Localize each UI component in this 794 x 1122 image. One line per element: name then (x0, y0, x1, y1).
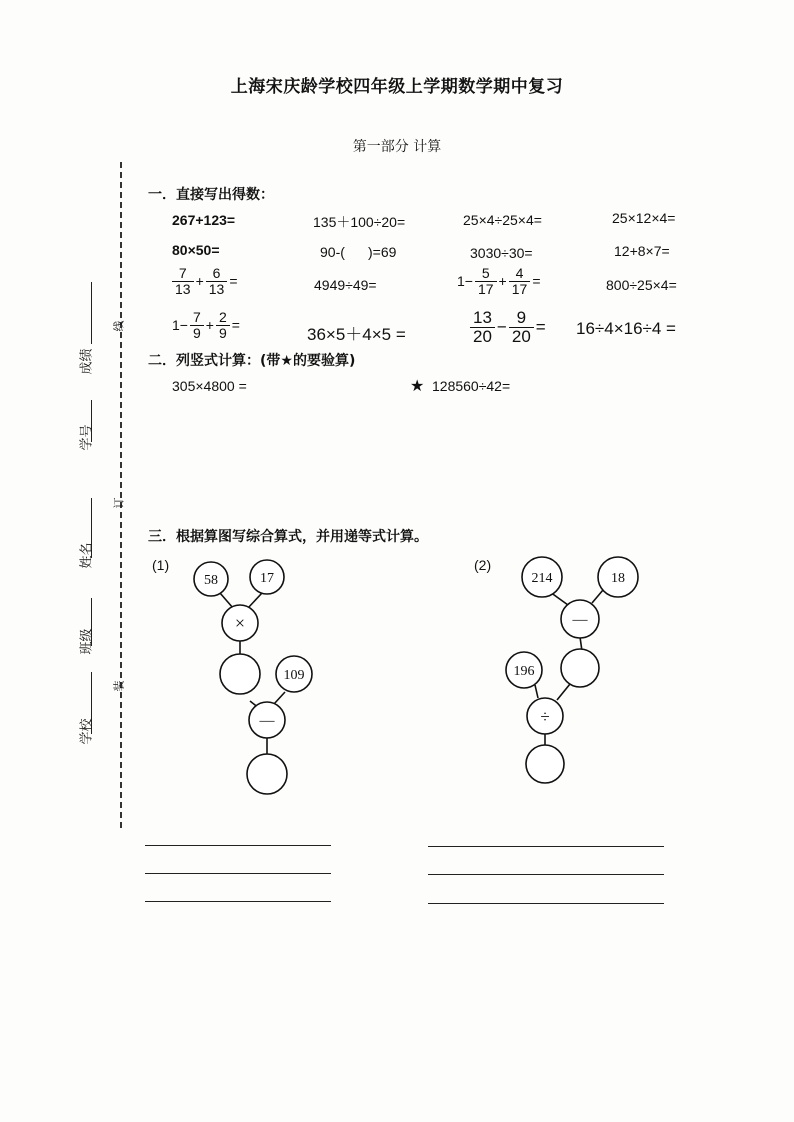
answer-line (145, 873, 331, 874)
q3-1: $\frac{7}{13}$ + $\frac{6}{13}$ = (170, 266, 238, 296)
q1-4: 25×12×4= (612, 210, 676, 226)
answer-line (428, 903, 664, 904)
q4-3: $\frac{13}{20}$ − $\frac{9}{20}$ = (468, 309, 546, 346)
q1-2: 135＋100÷20= (313, 214, 406, 230)
minus-icon: — (259, 713, 275, 729)
answer-line (428, 874, 664, 875)
fraction: $\frac{2}{9}$ (216, 310, 230, 340)
answer-circle (526, 745, 564, 783)
fraction: $\frac{7}{13}$ (172, 266, 194, 296)
class-label: 班级 (79, 628, 95, 655)
minus-icon: — (572, 612, 588, 628)
section3-heading: 三．根据算图写综合算式，并用递等式计算。 (148, 529, 428, 545)
q1-3: 25×4÷25×4= (463, 212, 542, 228)
answer-line (145, 901, 331, 902)
q2-3: 3030÷30= (470, 245, 533, 261)
diagram1-label: (1) (152, 557, 170, 573)
node-value: 214 (531, 571, 553, 586)
diagram2-label: (2) (474, 557, 492, 573)
fraction: $\frac{7}{9}$ (190, 310, 204, 340)
fraction: $\frac{4}{17}$ (509, 266, 531, 296)
fraction: $\frac{6}{13}$ (206, 266, 228, 296)
score-label: 成绩 (79, 348, 95, 375)
q3-3: 1− $\frac{5}{17}$ + $\frac{4}{17}$ = (457, 265, 541, 297)
vertical-calc-2: 128560÷42= (432, 378, 511, 394)
part-subtitle: 第一部分 计算 (352, 139, 442, 155)
name-label: 姓名 (79, 542, 95, 569)
star-icon: ★ (410, 378, 425, 395)
vertical-calc-1: 305×4800 = (172, 378, 247, 394)
q4-4: 16÷4×16÷4 = (576, 319, 676, 338)
answer-line (428, 846, 664, 847)
fraction: $\frac{13}{20}$ (470, 309, 495, 346)
cut-mark-line: 线 (112, 320, 126, 332)
student-id-label: 学号 (79, 424, 95, 451)
fraction: $\frac{5}{17}$ (475, 266, 497, 296)
q2-4: 12+8×7= (614, 243, 670, 259)
q3-4: 800÷25×4= (606, 277, 677, 293)
node-value: 58 (204, 573, 218, 588)
q1-1: 267+123= (172, 212, 236, 228)
section1-heading: 一．直接写出得数： (148, 187, 274, 203)
fraction: $\frac{9}{20}$ (509, 309, 534, 346)
q2-2b: )=69 (368, 244, 397, 260)
answer-circle (561, 649, 599, 687)
cut-mark-staple: 订 (112, 497, 126, 509)
answer-line (145, 845, 331, 846)
q4-1: 1− $\frac{7}{9}$ + $\frac{2}{9}$ = (172, 309, 240, 341)
q3-2: 4949÷49= (314, 277, 377, 293)
node-value: 196 (513, 664, 535, 679)
school-label: 学校 (79, 718, 95, 745)
section2-heading: 二．列竖式计算：(带★的要验算) (148, 353, 356, 369)
q2-1: 80×50= (172, 242, 220, 258)
cut-mark-bind: 装 (112, 680, 126, 692)
q4-2: 36×5＋4×5 = (307, 325, 406, 344)
page-title: 上海宋庆龄学校四年级上学期数学期中复习 (230, 77, 564, 97)
divide-icon: ÷ (540, 707, 550, 726)
node-value: 18 (611, 571, 625, 586)
multiply-icon: × (234, 613, 246, 633)
q2-2a: 90-( (320, 244, 345, 260)
node-value: 109 (283, 668, 305, 683)
node-value: 17 (260, 571, 274, 586)
